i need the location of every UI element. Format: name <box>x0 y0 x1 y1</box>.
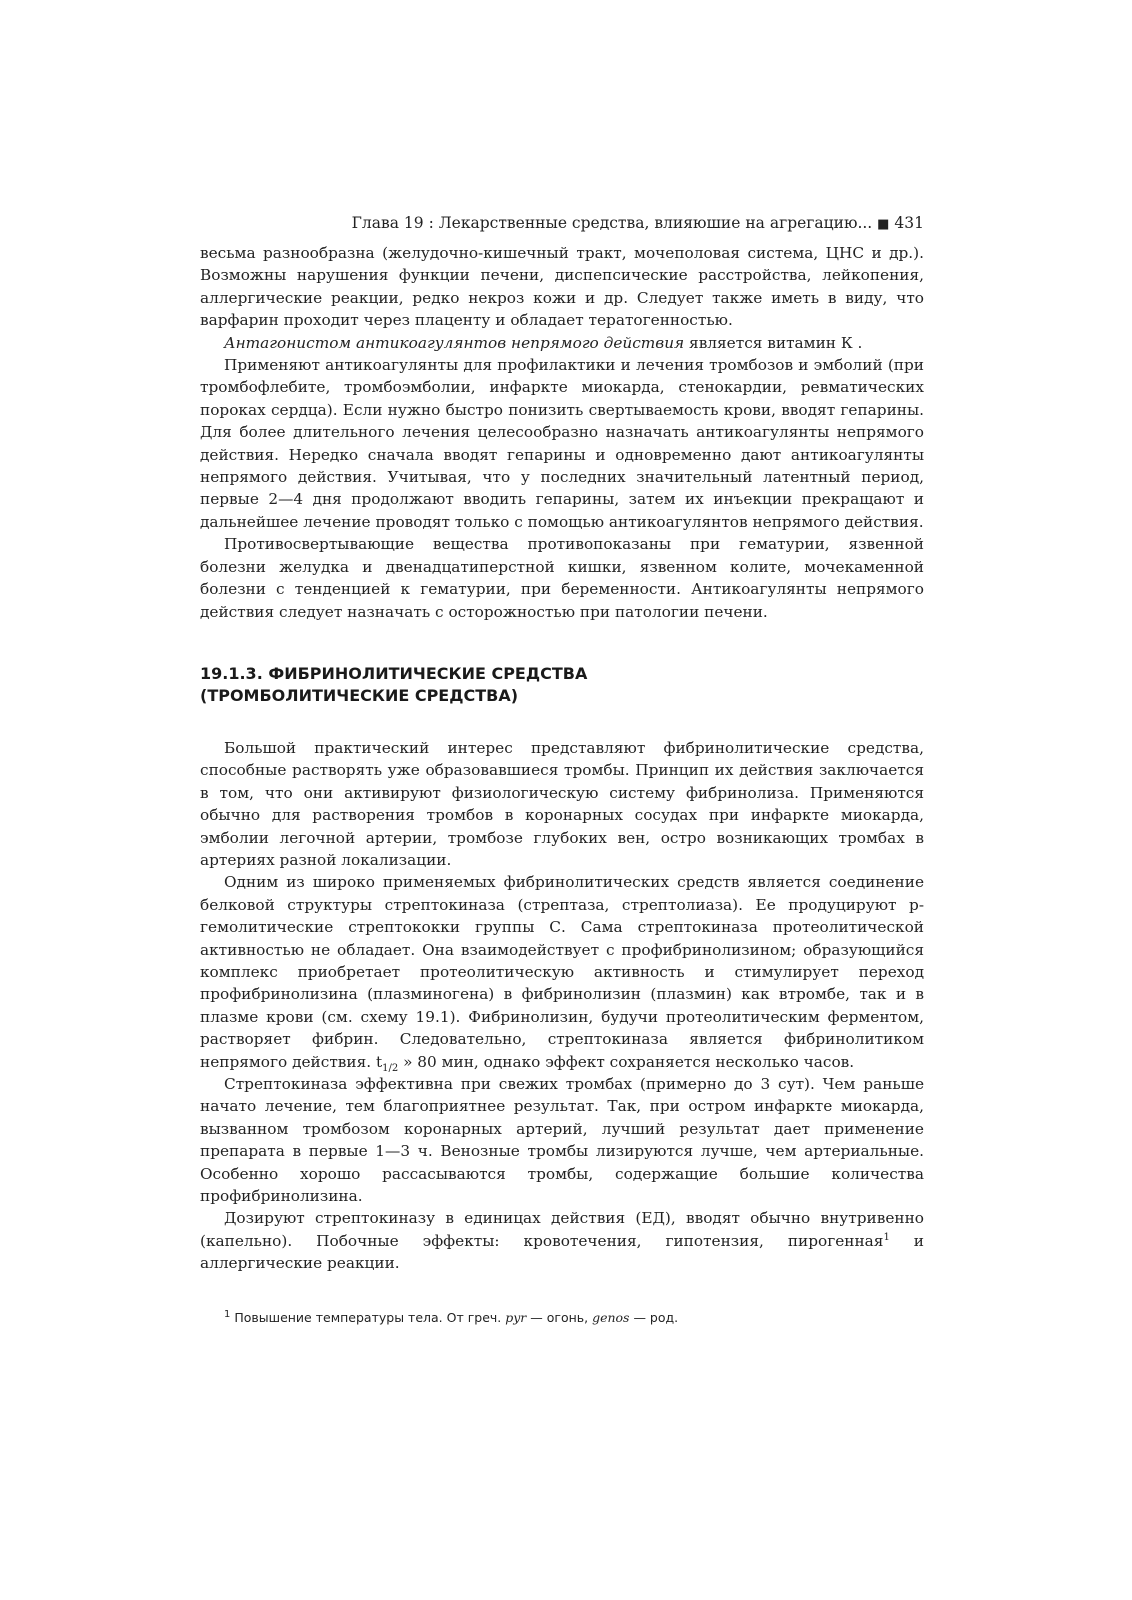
footnote-italic-word: pyr <box>505 1309 527 1325</box>
section-heading-line-2: (ТРОМБОЛИТИЧЕСКИЕ СРЕДСТВА) <box>200 685 519 705</box>
paragraph-text: Дозируют стрептокиназу в единицах действия (ЕД), вводят обычно внутривенно (капельно). Побочные эффекты: кровотечения, гипотензия, пирогенная <box>200 1209 924 1250</box>
paragraph-side-effects: весьма разнообразна (желудочно-кишечный тракт, мочеполовая система, ЦНС и др.). Возможны нарушения функции печени, диспепсические расстройства, лейкопения, аллергические реакции, редко некроз кожи и др. Следует также иметь в виду, что варфарин проходит через плаценту и обладает тератогенностью. <box>200 244 924 330</box>
footnote-text: — род. <box>629 1309 679 1325</box>
paragraph-text: является витамин К . <box>684 333 863 352</box>
page-number: 431 <box>894 214 924 232</box>
italic-phrase: Антагонистом антикоагулянтов непрямого действия <box>224 333 685 352</box>
paragraph-dosing <box>200 1207 924 1274</box>
paragraph-usage: Применяют антикоагулянты для профилактики и лечения тромбозов и эмболий (при тромбофлебите, тромбоэмболии, инфаркте миокарда, стенокардии, ревматических пороках сердца). Если нужно быстро понизить свертываемость крови, вводят гепарины. Для более длительного лечения целесообразно назначать антикоагулянты непрямого действия. Нередко сначала вводят гепарины и одновременно дают антикоагулянты непрямого действия. Учитывая, что у последних значительный латентный период, первые 2—4 дня продолжают вводить гепарины, затем их инъекции прекращают и дальнейшее лечение проводят только с помощью антикоагулянтов непрямого действия. <box>200 356 924 531</box>
footnote-text: — огонь, <box>526 1309 593 1325</box>
section-heading <box>200 663 924 707</box>
footnote <box>224 1309 924 1327</box>
running-header <box>200 212 924 236</box>
paragraph-text: и аллергические реакции. <box>200 1231 924 1273</box>
paragraph-fibrinolytics-intro: Большой практический интерес представляют фибринолитические средства, способные растворять уже образовавшиеся тромбы. Принцип их действия заключается в том, что они активируют физиологическую систему фибринолиза. Применяются обычно для растворения тромбов в коронарных сосудах при инфаркте миокарда, эмболии легочной артерии, тромбозе глубоких вен, остро возникающих тромбах в артериях разной локализации. <box>200 738 924 869</box>
paragraph-antagonist <box>200 332 924 354</box>
paragraph-text: » 80 мин, однако эффект сохраняется несколько часов. <box>398 1052 855 1071</box>
footnote-marker: 1 <box>224 1308 231 1320</box>
paragraph-contraindications: Противосвертывающие вещества противопоказаны при гематурии, язвенной болезни желудка и двенадцатиперстной кишки, язвенном колите, мочекаменной болезни с тенденцией к гематурии, при беременности. Антикоагулянты непрямого действия следует назначать с осторожностью при патологии печени. <box>200 535 924 621</box>
footnote-italic-word: genos <box>592 1309 630 1325</box>
paragraph-streptokinase <box>200 871 924 1073</box>
book-page <box>200 212 924 1327</box>
half-life-subscript: 1/2 <box>382 1062 399 1074</box>
section-heading-line-1: 19.1.3. ФИБРИНОЛИТИЧЕСКИЕ СРЕДСТВА <box>200 663 588 683</box>
running-title: Глава 19 : Лекарственные средства, влияюшие на агрегацию... <box>351 214 873 232</box>
square-bullet-icon: ■ <box>877 217 890 232</box>
footnote-reference: 1 <box>883 1231 890 1243</box>
footnote-text: Повышение температуры тела. От греч. <box>230 1309 506 1325</box>
paragraph-efficacy: Стрептокиназа эффективна при свежих тромбах (примерно до 3 сут). Чем раньше начато лечение, тем благоприятнее результат. Так, при остром инфаркте миокарда, вызванном тромбозом коронарных артерий, лучший результат дает применение препарата в первые 1—3 ч. Венозные тромбы лизируются лучше, чем артериальные. Особенно хорошо рассасываются тромбы, содержащие большие количества профибринолизина. <box>200 1075 924 1206</box>
paragraph-text: Одним из широко применяемых фибринолитических средств является соединение белковой структуры стрептокиназа (стрептаза, стрептолиаза). Ее продуцируют р-гемолитические стрептококки группы С. Сама стрептокиназа протеолитической активностью не обладает. Она взаимодействует с профибринолизином; образующийся комплекс приобретает протеолитическую активность и стимулирует переход профибринолизина (плазминогена) в фибринолизин (плазмин) как втромбе, так и в плазме крови (см. схему 19.1). Фибринолизин, будучи протеолитическим ферментом, растворяет фибрин. Следовательно, стрептокиназа является фибринолитиком непрямого действия. t <box>200 873 924 1071</box>
